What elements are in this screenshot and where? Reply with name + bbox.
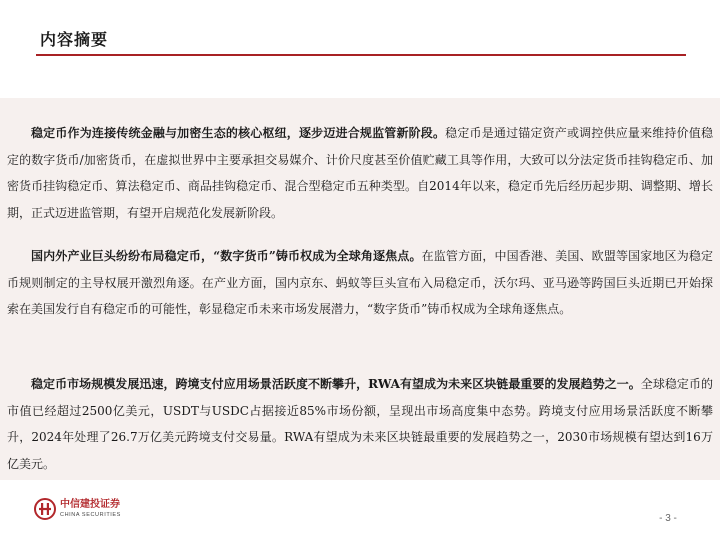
- summary-paragraph-1: [7, 120, 713, 226]
- paragraph-2-body: 在监管方面，中国香港、美国、欧盟等国家地区为稳定币规则制定的主导权展开激烈角逐。在产业方面，国内京东、蚂蚁等巨头宣布入局稳定币，沃尔玛、亚马逊等跨国巨头近期已开始探索在美国发行自有稳定币的可能性，彰显稳定币未来市场发展潜力，“数字货币”铸币权成为全球角逐焦点。: [7, 249, 713, 316]
- summary-paragraph-3: [7, 371, 713, 477]
- page-number: - 3 -: [659, 513, 677, 524]
- logo-chinese-name: 中信建投证券: [60, 499, 120, 510]
- paragraph-1-lead: 稳定币作为连接传统金融与加密生态的核心枢纽，逐步迈进合规监管新阶段。: [31, 126, 446, 140]
- title-underline: [36, 54, 686, 56]
- paragraph-3-lead: 稳定币市场规模发展迅速，跨境支付应用场景活跃度不断攀升，RWA有望成为未来区块链最重要的发展趋势之一。: [31, 377, 641, 391]
- paragraph-2-lead: 国内外产业巨头纷纷布局稳定币，“数字货币”铸币权成为全球角逐焦点。: [31, 249, 422, 263]
- paragraph-3-body: 全球稳定币的市值已经超过2500亿美元，USDT与USDC占据接近85%市场份额，呈现出市场高度集中态势。跨境支付应用场景活跃度不断攀升，2024年处理了26.7万亿美元跨境支付交易量。RWA有望成为未来区块链最重要的发展趋势之一，2030市场规模有望达到16万亿美元。: [7, 377, 713, 471]
- summary-paragraph-2: [7, 243, 713, 323]
- citic-logo-icon: [34, 498, 56, 520]
- paragraph-1-body: 稳定币是通过锚定资产或调控供应量来维持价值稳定的数字货币/加密货币，在虚拟世界中主要承担交易媒介、计价尺度甚至价值贮藏工具等作用，大致可以分法定货币挂钩稳定币、加密货币挂钩稳定币、算法稳定币、商品挂钩稳定币、混合型稳定币五种类型。自2014年以来，稳定币先后经历起步期、调整期、增长期，正式迈进监管期，有望开启规范化发展新阶段。: [7, 126, 713, 220]
- logo-english-name: CHINA SECURITIES: [60, 512, 121, 518]
- company-logo: [34, 498, 121, 520]
- page-title: 内容摘要: [40, 30, 109, 49]
